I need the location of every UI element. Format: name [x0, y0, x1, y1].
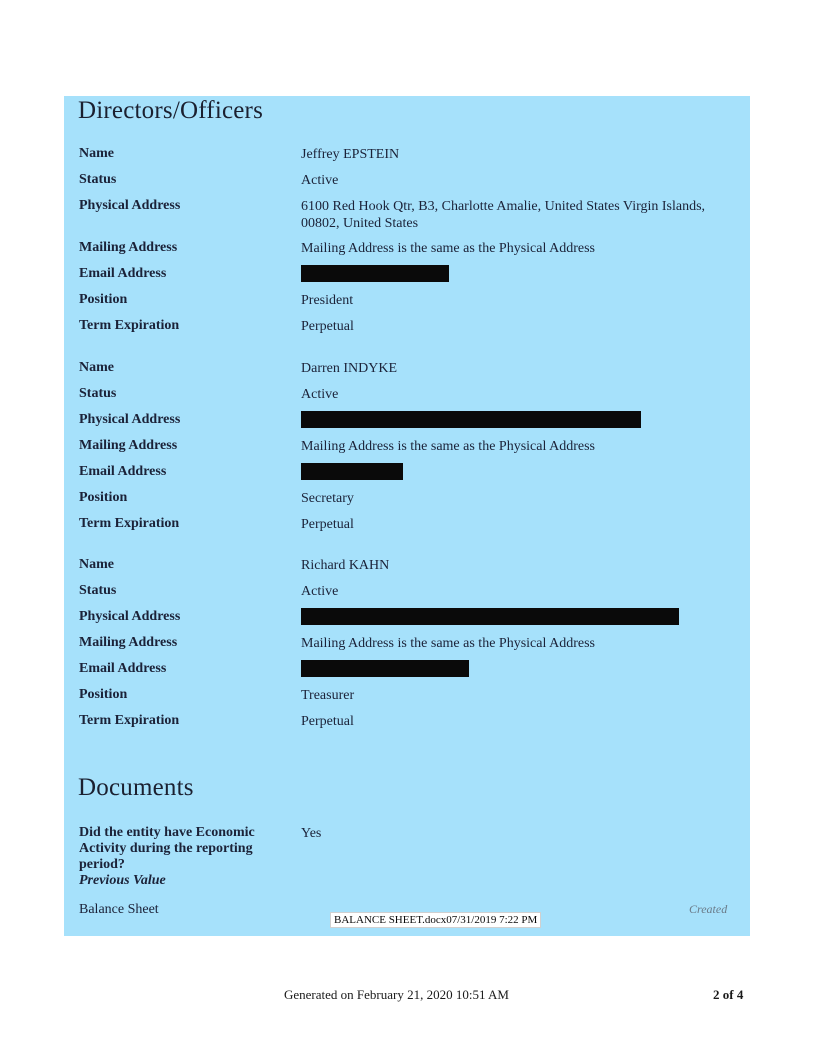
term-expiration-label: Term Expiration	[79, 713, 180, 728]
physical-address-label: Physical Address	[79, 198, 181, 213]
previous-value-label: Previous Value	[79, 873, 166, 888]
status-label: Status	[79, 386, 117, 401]
position-label: Position	[79, 292, 128, 307]
officer-name: Jeffrey EPSTEIN	[301, 147, 400, 162]
documents-heading: Documents	[78, 774, 194, 801]
officer-term-expiration: Perpetual	[301, 714, 354, 729]
officer-status: Active	[301, 584, 339, 599]
name-label: Name	[79, 146, 114, 161]
economic-activity-answer: Yes	[301, 826, 322, 841]
officer-name: Richard KAHN	[301, 558, 390, 573]
officer-term-expiration: Perpetual	[301, 517, 354, 532]
balance-sheet-label: Balance Sheet	[79, 902, 159, 917]
position-label: Position	[79, 687, 128, 702]
physical-address-label: Physical Address	[79, 609, 181, 624]
officer-term-expiration: Perpetual	[301, 319, 354, 334]
officer-name: Darren INDYKE	[301, 361, 398, 376]
redaction-bar	[301, 660, 469, 677]
term-expiration-label: Term Expiration	[79, 516, 180, 531]
status-label: Status	[79, 583, 117, 598]
economic-activity-question-line3: period?	[79, 857, 125, 872]
email-address-label: Email Address	[79, 266, 167, 281]
term-expiration-label: Term Expiration	[79, 318, 180, 333]
redaction-bar	[301, 463, 403, 480]
mailing-address-label: Mailing Address	[79, 635, 178, 650]
name-label: Name	[79, 557, 114, 572]
redaction-bar	[301, 411, 641, 428]
officer-position: Treasurer	[301, 688, 355, 703]
redaction-bar	[301, 265, 449, 282]
officer-mailing-address: Mailing Address is the same as the Physical Address	[301, 439, 595, 454]
name-label: Name	[79, 360, 114, 375]
economic-activity-question-line1: Did the entity have Economic	[79, 825, 255, 840]
generated-timestamp: Generated on February 21, 2020 10:51 AM	[284, 987, 509, 1002]
physical-address-label: Physical Address	[79, 412, 181, 427]
mailing-address-label: Mailing Address	[79, 240, 178, 255]
economic-activity-question-line2: Activity during the reporting	[79, 841, 253, 856]
officer-physical-address-line1: 6100 Red Hook Qtr, B3, Charlotte Amalie, United States Virgin Islands,	[301, 199, 706, 214]
email-address-label: Email Address	[79, 661, 167, 676]
email-address-label: Email Address	[79, 464, 167, 479]
directors-officers-heading: Directors/Officers	[78, 97, 264, 124]
position-label: Position	[79, 490, 128, 505]
mailing-address-label: Mailing Address	[79, 438, 178, 453]
officer-mailing-address: Mailing Address is the same as the Physical Address	[301, 241, 595, 256]
status-label: Status	[79, 172, 117, 187]
officer-physical-address-line2: 00802, United States	[301, 216, 419, 231]
redaction-bar	[301, 608, 679, 625]
officer-position: Secretary	[301, 491, 354, 506]
officer-status: Active	[301, 387, 339, 402]
officer-status: Active	[301, 173, 339, 188]
balance-sheet-file-link[interactable]: BALANCE SHEET.docx07/31/2019 7:22 PM	[330, 912, 541, 928]
created-label: Created	[689, 902, 728, 916]
officer-position: President	[301, 293, 354, 308]
page-number: 2 of 4	[713, 987, 744, 1002]
officer-mailing-address: Mailing Address is the same as the Physical Address	[301, 636, 595, 651]
